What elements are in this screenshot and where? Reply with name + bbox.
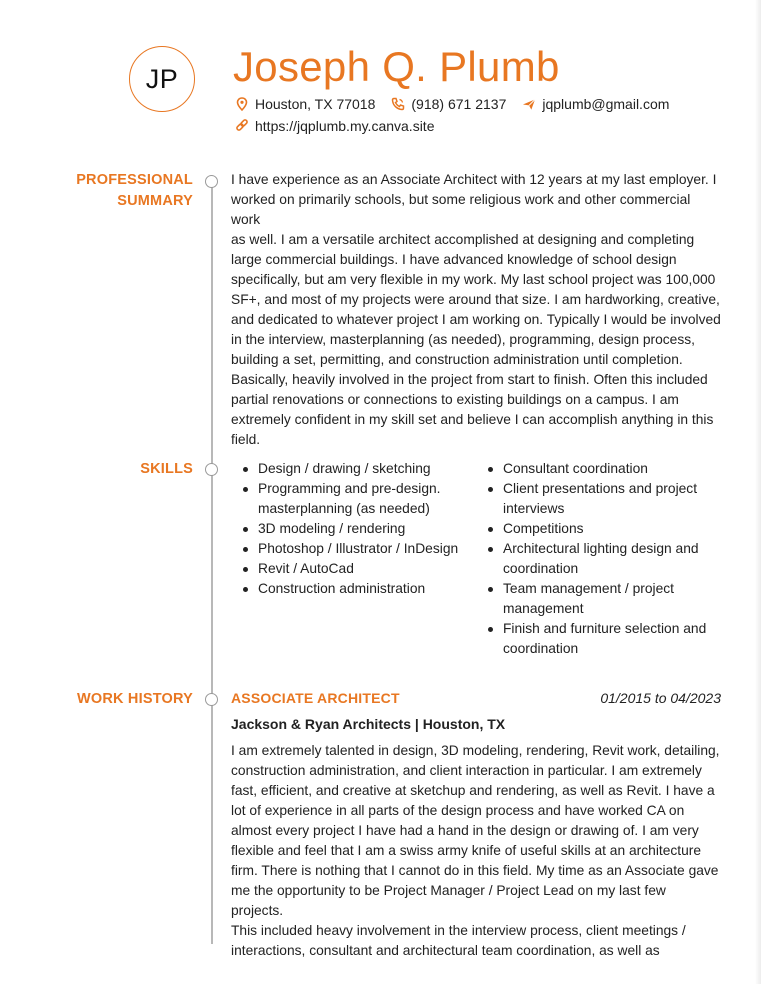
map-pin-icon (235, 97, 249, 111)
job-company: Jackson & Ryan Architects | Houston, TX (231, 716, 506, 732)
job-line: interactions, consultant and architectural team coordination, as well as (231, 943, 660, 958)
page-edge-shadow (755, 0, 761, 984)
job-line: almost every project I have had a hand in the design or drawing of. I am very (231, 823, 699, 838)
skills-list-left (231, 459, 476, 599)
skill-item: Competitions (476, 519, 726, 539)
link-icon (235, 119, 249, 133)
candidate-name: Joseph Q. Plumb (233, 43, 560, 90)
skill-item: Photoshop / Illustrator / InDesign (231, 539, 476, 559)
job-line: construction administration, and client interaction in particular. I am extremely (231, 763, 702, 778)
contact-row-2 (235, 116, 450, 136)
timeline-node-work (205, 693, 218, 706)
section-title-skills: SKILLS (140, 461, 193, 477)
summary-title-line1: PROFESSIONAL (76, 172, 193, 188)
skill-item: Programming and pre-design. masterplanning (as needed) (231, 479, 476, 519)
section-title-summary (73, 170, 193, 212)
phone-text: (918) 671 2137 (411, 96, 507, 112)
contact-email[interactable] (522, 96, 669, 112)
summary-line: and dedicated to whatever project I am working on. Typically I would be involved (231, 312, 721, 327)
email-text: jqplumb@gmail.com (542, 96, 670, 112)
phone-icon (391, 97, 405, 111)
job-line: firm. There is nothing that I cannot do in this field. My time as an Associate gave (231, 863, 719, 878)
contact-row (235, 94, 685, 114)
skill-item: Team management / project management (476, 579, 726, 619)
job-line: lot of experience in all parts of the design process and have worked CA on (231, 803, 685, 818)
skill-item: Construction administration (231, 579, 476, 599)
send-icon (522, 97, 536, 111)
contact-location (235, 96, 375, 112)
skill-item: Design / drawing / sketching (231, 459, 476, 479)
summary-line: as well. I am a versatile architect accomplished at designing and completing (231, 232, 695, 247)
timeline-line (211, 180, 213, 944)
skill-item: Client presentations and project interviews (476, 479, 726, 519)
summary-line: worked on primarily schools, but some religious work and other commercial work (231, 192, 691, 227)
summary-line: SF+, and most of my projects were around that size. I am hardworking, creative, (231, 292, 720, 307)
skill-item: Finish and furniture selection and coordination (476, 619, 726, 659)
summary-line: Basically, heavily involved in the project from start to finish. Often this included (231, 372, 708, 387)
summary-line: in the interview, masterplanning (as needed), programming, design process, (231, 332, 695, 347)
job-line: I am extremely talented in design, 3D modeling, rendering, Revit work, detailing, (231, 743, 720, 758)
skill-item: Architectural lighting design and coordination (476, 539, 726, 579)
location-text: Houston, TX 77018 (255, 96, 376, 112)
section-title-work: WORK HISTORY (77, 691, 193, 707)
skill-item: 3D modeling / rendering (231, 519, 476, 539)
job-dates: 01/2015 to 04/2023 (600, 690, 721, 706)
contact-phone[interactable] (391, 96, 506, 112)
job-description (231, 741, 721, 961)
skills-list-right (476, 459, 726, 659)
job-line: This included heavy involvement in the interview process, client meetings / (231, 923, 686, 938)
skill-item: Consultant coordination (476, 459, 726, 479)
summary-line: partial renovations or connections to existing buildings on a campus. I am (231, 392, 679, 407)
job-line: fast, efficient, and creative at sketchup and rendering, as well as Revit. I have a (231, 783, 715, 798)
summary-line: I have experience as an Associate Architect with 12 years at my last employer. I (231, 172, 717, 187)
summary-line: extremely confident in my skill set and believe I can accomplish anything in this (231, 412, 714, 427)
monogram-badge: JP (129, 46, 195, 112)
timeline-node-summary (205, 175, 218, 188)
job-line: me the opportunity to be Project Manager / Project Lead on my last few projects. (231, 883, 666, 918)
summary-text (231, 170, 721, 450)
summary-line: field. (231, 432, 261, 447)
summary-line: specifically, but am very flexible in my work. My last school project was 100,000 (231, 272, 716, 287)
contact-website[interactable] (235, 118, 434, 134)
job-title: ASSOCIATE ARCHITECT (231, 690, 400, 706)
summary-line: building a set, permitting, and construction administration until completion. (231, 352, 683, 367)
summary-title-line2: SUMMARY (117, 193, 193, 209)
skill-item: Revit / AutoCad (231, 559, 476, 579)
job-line: flexible and feel that I am a swiss army knife of useful skills at an architecture (231, 843, 702, 858)
website-text: https://jqplumb.my.canva.site (255, 118, 435, 134)
timeline-node-skills (205, 463, 218, 476)
summary-line: large commercial buildings. I have advanced knowledge of school design (231, 252, 677, 267)
